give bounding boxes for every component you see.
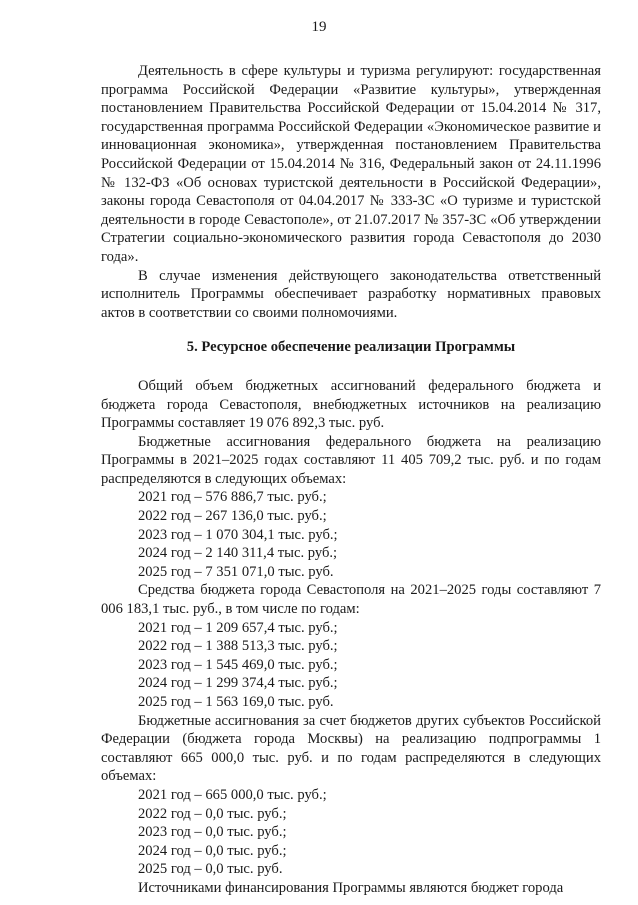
other-subjects-year-2023: 2023 год – 0,0 тыс. руб.;	[138, 824, 287, 841]
legislation-change-paragraph: В случае изменения действующего законодательства ответственный исполнитель Программы обеспечивает разработку нормативных правовых актов в соответствии со своими полномочиями.	[101, 267, 601, 321]
other-subjects-paragraph: Бюджетные ассигнования за счет бюджетов других субъектов Российской Федерации (бюджета города Москвы) на реализацию подпрограммы 1 составляют 665 000,0 тыс. руб. и по годам распределяются в следующих объемах:	[101, 712, 601, 785]
total-volume-paragraph: Общий объем бюджетных ассигнований федерального бюджета и бюджета города Севастополя, внебюджетных источников на реализацию Программы составляет 19 076 892,3 тыс. руб.	[101, 377, 601, 432]
sevastopol-year-2025: 2025 год – 1 563 169,0 тыс. руб.	[138, 694, 334, 710]
other-subjects-year-2021: 2021 год – 665 000,0 тыс. руб.;	[138, 786, 327, 803]
sevastopol-year-2024: 2024 год – 1 299 374,4 тыс. руб.;	[138, 675, 338, 692]
sevastopol-year-2023: 2023 год – 1 545 469,0 тыс. руб.;	[138, 656, 338, 673]
federal-budget-paragraph: Бюджетные ассигнования федерального бюджета на реализацию Программы в 2021–2025 годах составляют 11 405 709,2 тыс. руб. и по годам распределяются в следующих объемах:	[101, 433, 601, 487]
sevastopol-budget-paragraph: Средства бюджета города Севастополя на 2021–2025 годы составляют 7 006 183,1 тыс. руб., в том числе по годам:	[101, 582, 601, 618]
other-subjects-year-2024: 2024 год – 0,0 тыс. руб.;	[138, 842, 287, 859]
page-number: 19	[311, 19, 327, 35]
sevastopol-year-2021: 2021 год – 1 209 657,4 тыс. руб.;	[138, 619, 338, 636]
financing-sources-paragraph: Источниками финансирования Программы являются бюджет города	[138, 879, 564, 896]
federal-year-2024: 2024 год – 2 140 311,4 тыс. руб.;	[138, 545, 338, 562]
other-subjects-year-2025: 2025 год – 0,0 тыс. руб.	[138, 861, 283, 878]
document-body	[101, 62, 601, 898]
other-subjects-year-2022: 2022 год – 0,0 тыс. руб.;	[138, 805, 287, 822]
regulation-paragraph: Деятельность в сфере культуры и туризма регулируют: государственная программа Российской Федерации «Развитие культуры», утвержденная постановлением Правительства Российской Федерации от 15.04.2014 № 317, государственная программа Российской Федерации «Экономическое развитие и инновационная экономика», утвержденная постановлением Правительства Российской Федерации от 15.04.2014 № 316, Федеральный закон от 24.11.1996 № 132-ФЗ «Об основах туристской деятельности в Российской Федерации», законы города Севастополя от 04.04.2017 № 333-ЗС «О туризме и туристской деятельности в городе Севастополе», от 21.07.2017 № 357-ЗС «Об утверждении Стратегии социально-экономического развития города Севастополя до 2030 года».	[101, 63, 601, 265]
section-heading: 5. Ресурсное обеспечение реализации Программы	[186, 339, 516, 356]
federal-year-2021: 2021 год – 576 886,7 тыс. руб.;	[138, 489, 327, 506]
sevastopol-year-2022: 2022 год – 1 388 513,3 тыс. руб.;	[138, 638, 338, 655]
federal-year-2022: 2022 год – 267 136,0 тыс. руб.;	[138, 508, 327, 525]
federal-year-2023: 2023 год – 1 070 304,1 тыс. руб.;	[138, 526, 338, 543]
federal-year-2025: 2025 год – 7 351 071,0 тыс. руб.	[138, 563, 334, 580]
